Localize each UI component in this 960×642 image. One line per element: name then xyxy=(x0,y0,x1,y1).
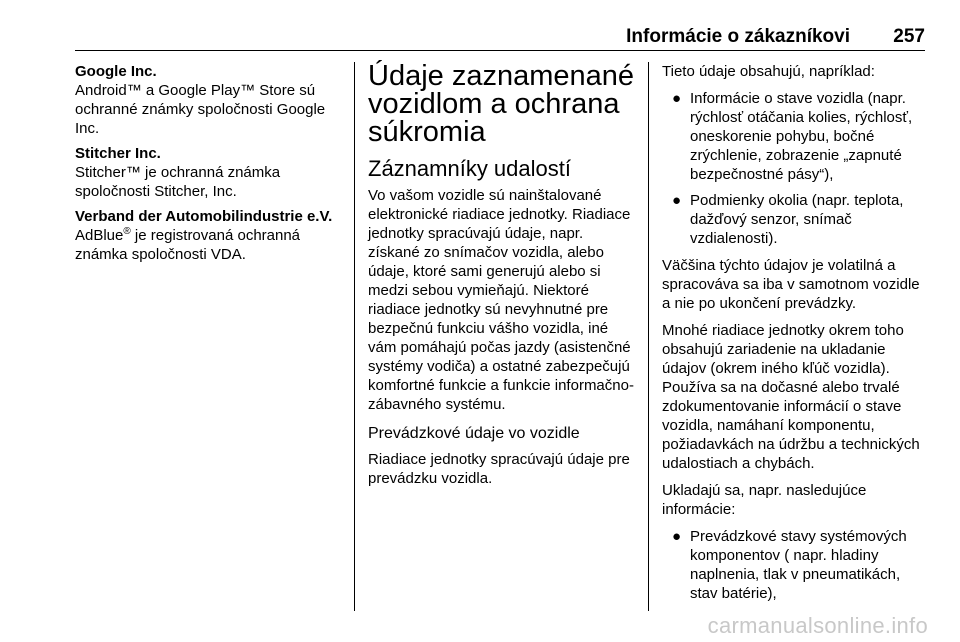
subsubsection-heading: Prevádzkové údaje vo vozidle xyxy=(368,425,580,442)
column-2 xyxy=(368,62,636,496)
definition-term: Google Inc. xyxy=(75,63,157,80)
definition-text: Stitcher™ je ochranná známka spoločnosti Stitcher, Inc. xyxy=(75,164,281,200)
paragraph: Riadiace jednotky spracúvajú údaje pre prevádzku vozidla. xyxy=(368,451,630,487)
bullet-icon: ● xyxy=(672,90,682,107)
header-rule xyxy=(75,50,925,51)
definition-text-post: je registrovaná ochranná známka spoločnosti VDA. xyxy=(75,227,301,263)
header-title: Informácie o zákazníkovi xyxy=(626,26,850,47)
paragraph: Ukladajú sa, napr. nasledujúce informácie: xyxy=(662,482,867,518)
definition-vda xyxy=(75,207,343,264)
definition-google xyxy=(75,62,343,138)
list-item-text: Informácie o stave vozidla (napr. rýchlosť otáčania kolies, rýchlosť, oneskorenie pohybu, bočné zrýchlenie, zobrazenie „zapnuté bezpečnostné pásy“), xyxy=(690,90,913,183)
column-divider-2 xyxy=(648,62,649,611)
paragraph: Väčšina týchto údajov je volatilná a spracováva sa iba v samotnom vozidle a nie po ukončení prevádzky. xyxy=(662,257,920,312)
list-item-text: Prevádzkové stavy systémových komponentov ( napr. hladiny naplnenia, tlak v pneumatikách, stav batérie), xyxy=(690,528,907,602)
bullet-list xyxy=(662,527,930,603)
list-item xyxy=(662,89,930,184)
definition-stitcher xyxy=(75,144,343,201)
bullet-icon: ● xyxy=(672,192,682,209)
section-heading: Údaje zaznamenané vozidlom a ochrana súkromia xyxy=(368,60,635,148)
list-item xyxy=(662,527,930,603)
column-3 xyxy=(662,62,930,611)
list-item xyxy=(662,191,930,248)
bullet-list xyxy=(662,89,930,248)
paragraph: Mnohé riadiace jednotky okrem toho obsahujú zariadenie na ukladanie údajov (okrem iného kľúč vozidla). Používa sa na dočasné alebo trvalé zdokumentovanie informácií o stave vozidla, namáhaní komponentu, požiadavkách na údržbu a technických udalostiach a chybách. xyxy=(662,322,920,472)
paragraph: Tieto údaje obsahujú, napríklad: xyxy=(662,63,875,80)
column-1 xyxy=(75,62,343,270)
list-item-text: Podmienky okolia (napr. teplota, dažďový senzor, snímač vzdialenosti). xyxy=(690,192,904,247)
column-divider-1 xyxy=(354,62,355,611)
page-header xyxy=(75,26,925,52)
paragraph: Vo vašom vozidle sú nainštalované elektronické riadiace jednotky. Riadiace jednotky spracúvajú údaje, napr. získané zo snímačov vozidla, alebo údaje, ktoré sami generujú alebo si medzi sebou vymieňajú. Niektoré riadiace jednotky sú nevyhnutné pre bezpečnú funkciu vášho vozidla, iné vám pomáhajú počas jazdy (asistenčné systémy vodiča) a ostatné zabezpečujú komfortné funkcie a funkcie informačno-zábavného systému. xyxy=(368,187,634,413)
definition-text-pre: AdBlue xyxy=(75,227,124,244)
definition-term: Verband der Automobilindustrie e.V. xyxy=(75,208,333,225)
definition-term: Stitcher Inc. xyxy=(75,145,161,162)
page-number: 257 xyxy=(893,26,925,47)
watermark: carmanualsonline.info xyxy=(707,613,928,638)
bullet-icon: ● xyxy=(672,528,682,545)
definition-text: Android™ a Google Play™ Store sú ochranné známky spoločnosti Google Inc. xyxy=(75,82,326,137)
subsection-heading: Záznamníky udalostí xyxy=(368,156,571,181)
registered-mark: ® xyxy=(123,226,131,237)
